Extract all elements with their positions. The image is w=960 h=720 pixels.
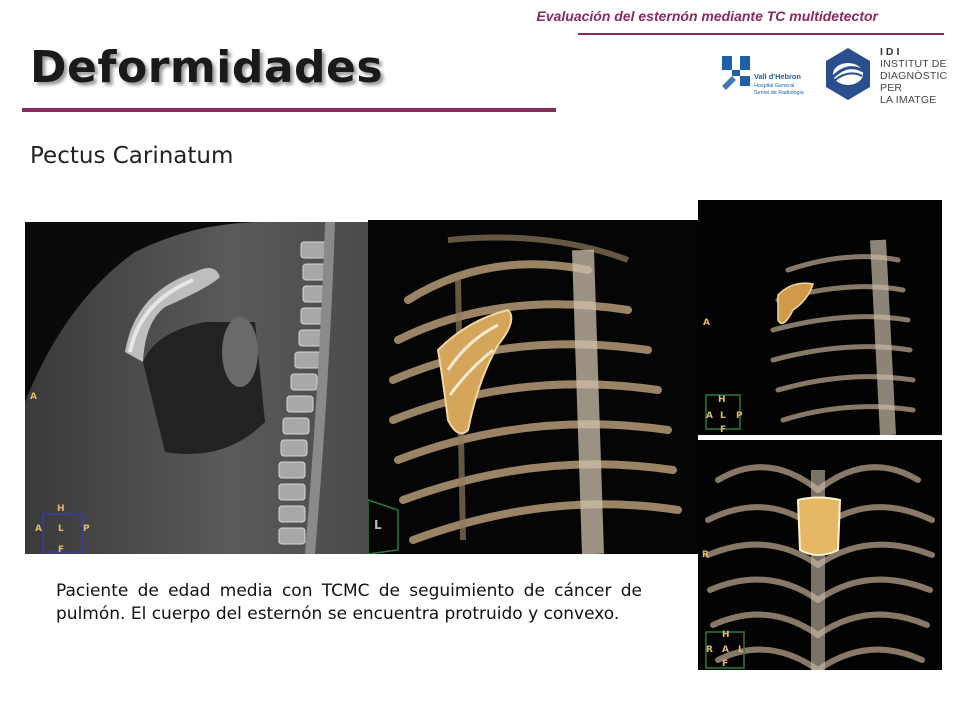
ct-sagittal-image: [25, 222, 370, 554]
sagittal-cube-a: A: [35, 524, 42, 534]
ct-sagittal-graphic: [25, 222, 370, 554]
lateral-cube-h: H: [718, 395, 726, 405]
sagittal-cube-h: H: [57, 504, 65, 514]
idi-abbr: IDI: [880, 46, 903, 58]
vall-hebron-logo: [718, 46, 818, 102]
slide-subtitle: Pectus Carinatum: [30, 143, 234, 169]
header-rule: [578, 33, 944, 35]
sagittal-label-a: A: [30, 392, 37, 402]
slide-title: Deformidades: [30, 42, 384, 93]
sagittal-cube-p: P: [83, 524, 90, 534]
oblique-label-l: L: [374, 518, 382, 532]
case-description: Paciente de edad media con TCMC de seguimiento de cáncer de pulmón. El cuerpo del esternón se encuentra protruido y convexo.: [56, 581, 642, 624]
idi-line2: DIAGNÒSTIC PER: [880, 70, 948, 94]
idi-logo-text: [880, 46, 960, 106]
idi-line1: INSTITUT DE: [880, 58, 947, 70]
vall-hebron-line2: Servei de Radiologia: [754, 90, 804, 96]
vall-hebron-name: Vall d'Hebron: [754, 72, 801, 81]
frontal-cube-f: F: [722, 659, 729, 669]
lateral-cube-f: F: [720, 425, 727, 435]
lateral-cube-p: P: [736, 411, 743, 421]
lateral-cube-l: L: [720, 411, 726, 421]
sagittal-cube-l: L: [58, 524, 64, 534]
idi-line3: LA IMATGE: [880, 94, 937, 106]
vr-oblique-image: [368, 220, 698, 554]
frontal-cube-h: H: [722, 630, 730, 640]
title-rule: [22, 108, 556, 112]
vr-lateral-graphic: [698, 200, 942, 435]
frontal-cube-l: L: [738, 645, 744, 655]
frontal-cube-r: R: [706, 645, 713, 655]
frontal-label-r: R: [702, 550, 709, 560]
frontal-cube-a: A: [722, 645, 729, 655]
sagittal-cube-f: F: [58, 545, 65, 554]
vall-hebron-line1: Hospital General: [754, 83, 795, 89]
header-caption: Evaluación del esternón mediante TC multidetector: [536, 8, 878, 24]
vr-frontal-image: [698, 440, 942, 670]
vr-oblique-graphic: [368, 220, 698, 554]
vr-lateral-image: [698, 200, 942, 435]
lateral-cube-a: A: [706, 411, 713, 421]
vr-frontal-graphic: [698, 440, 942, 670]
lateral-label-a: A: [703, 318, 710, 328]
